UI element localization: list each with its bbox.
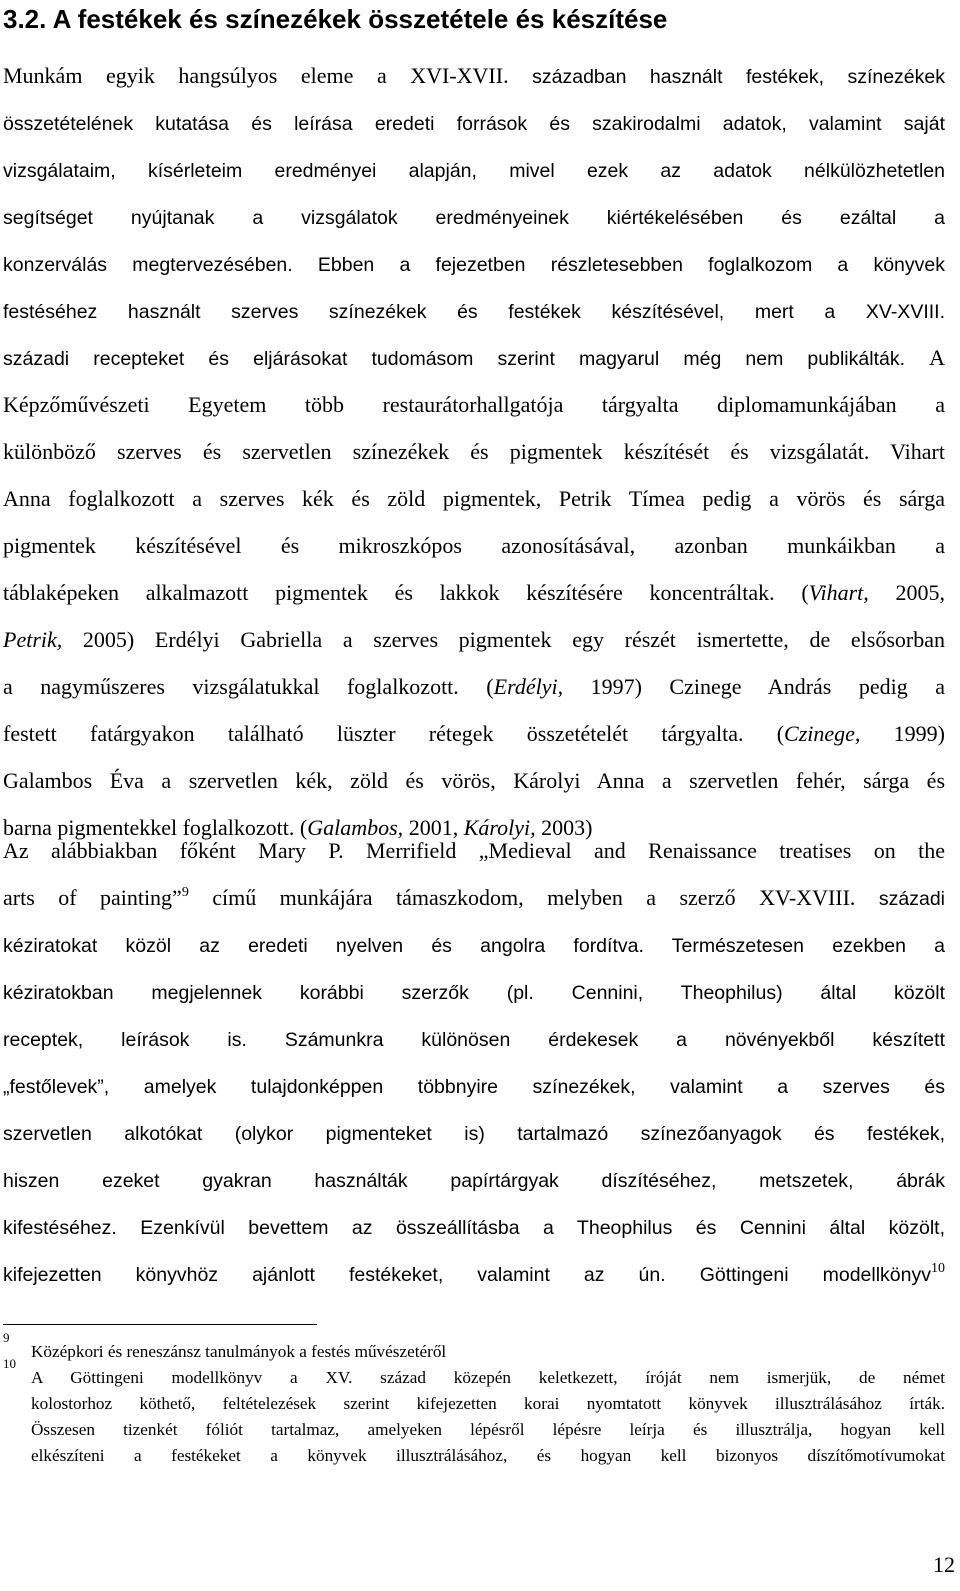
text-line xyxy=(3,623,945,670)
text-run: Petrik, xyxy=(3,627,63,652)
text-run: összetételének kutatása és leírása eredeti források és szakirodalmi adatok, valamint saját xyxy=(3,113,945,135)
text-run: vizsgálataim, kísérleteim eredményei alapján, mivel ezek az adatok nélkülözhetetlen xyxy=(3,160,945,182)
text-run: különböző szerves és szervetlen színezékek és pigmentek készítését és vizsgálatát. Vihart xyxy=(3,439,945,464)
text-line xyxy=(3,529,945,576)
text-line xyxy=(3,341,945,388)
text-line xyxy=(3,1210,945,1257)
text-run: Az alábbiakban főként Mary P. Merrifield „Medieval and Renaissance treatises on the xyxy=(3,838,945,863)
text-run: 2001, xyxy=(403,815,464,840)
text-run: Munkám egyik hangsúlyos eleme a XVI-XVII. xyxy=(3,63,533,88)
text-run: századi recepteket és eljárásokat tudomásom szerint magyarul még nem publikálták. xyxy=(3,348,930,370)
footnote-text: Összesen tizenkét fóliót tartalmaz, amelyeken lépésről lépésre leírja és illusztrálja, hogyan kell xyxy=(31,1420,945,1439)
text-run: 2003) xyxy=(535,815,593,840)
text-run: 2005, xyxy=(868,580,945,605)
footnote-text: kolostorhoz köthető, feltételezések szerint kifejezetten korai nyomtatott könyvek illusztrálásához írták. xyxy=(31,1394,945,1413)
footnote-text: elkészíteni a festékeket a könyvek illusztrálásához, és hogyan kell bizonyos díszítőmotívumokat xyxy=(31,1446,945,1465)
text-run: kéziratokban megjelennek korábbi szerzők (pl. Cennini, Theophilus) által közölt xyxy=(3,982,945,1004)
text-line xyxy=(3,106,945,153)
section-heading: 3.2. A festékek és színezékek összetétele és készítése xyxy=(3,4,668,34)
text-run: segítséget nyújtanak a vizsgálatok eredményeinek kiértékelésében és ezáltal a xyxy=(3,207,945,229)
text-run: Anna foglalkozott a szerves kék és zöld pigmentek, Petrik Tímea pedig a vörös és sárga xyxy=(3,486,945,511)
text-run: Vihart, xyxy=(808,580,869,605)
text-run: kifestéséhez. xyxy=(3,1217,141,1239)
text-line xyxy=(3,247,945,294)
text-run: című munkájára támaszkodom, melyben a szerző XV-XVIII. xyxy=(188,885,879,910)
text-line xyxy=(3,576,945,623)
text-run: konzerválás megtervezésében. xyxy=(3,254,318,276)
text-line xyxy=(3,435,945,482)
paragraph-sources xyxy=(3,834,945,1304)
text-run: receptek, leírások is. xyxy=(3,1029,285,1051)
text-run: Károlyi, xyxy=(463,815,536,840)
text-run: kéziratokat közöl az eredeti nyelven és angolra fordítva. xyxy=(3,935,672,957)
text-run: a nagyműszeres vizsgálatukkal foglalkozott. ( xyxy=(3,674,494,699)
text-run: Czinege, xyxy=(784,721,861,746)
text-run: festett fatárgyakon található lüszter rétegek összetételét tárgyalta. ( xyxy=(3,721,785,746)
text-run: szervetlen alkotókat (olykor pigmenteket is) tartalmazó színezőanyagok és festékek, xyxy=(3,1123,945,1145)
text-run: festéséhez használt szerves színezékek és festékek készítésével, mert a XV-XVIII. xyxy=(3,301,945,323)
footnote-number: 9 xyxy=(3,1330,10,1345)
text-line xyxy=(3,881,945,928)
text-run: 1997) Czinege András pedig a xyxy=(563,674,946,699)
text-line xyxy=(3,764,945,811)
text-run: pigmentek készítésével és mikroszkópos azonosításával, azonban munkáikban a xyxy=(3,533,945,558)
footnote-line xyxy=(3,1417,945,1443)
text-line xyxy=(3,717,945,764)
text-run: Képzőművészeti Egyetem több restaurátorhallgatója tárgyalta diplomamunkájában a xyxy=(3,392,945,417)
text-line xyxy=(3,928,945,975)
footnote-line xyxy=(3,1443,945,1469)
text-run: barna pigmentekkel foglalkozott. ( xyxy=(3,815,308,840)
text-line xyxy=(3,59,945,106)
footnote-number: 10 xyxy=(3,1356,16,1371)
text-line xyxy=(3,1022,945,1069)
text-line xyxy=(3,294,945,341)
footnote-text: Középkori és reneszánsz tanulmányok a festés művészetéről xyxy=(31,1342,447,1361)
footnote-reference: 9 xyxy=(181,885,189,900)
text-line xyxy=(3,388,945,435)
footnote-reference: 10 xyxy=(931,1261,945,1276)
text-run: hiszen ezeket gyakran használták papírtárgyak díszítéséhez, metszetek, ábrák xyxy=(3,1170,945,1192)
text-run: Göttingeni modellkönyv xyxy=(699,1264,931,1286)
text-run: táblaképeken alkalmazott pigmentek és lakkok készítésére koncentráltak. ( xyxy=(3,580,809,605)
footnote-line xyxy=(3,1356,945,1391)
footnote-line xyxy=(3,1391,945,1417)
text-line xyxy=(3,153,945,200)
text-run: Erdélyi, xyxy=(493,674,564,699)
text-line xyxy=(3,1257,945,1304)
text-run: kifejezetten könyvhöz ajánlott festékeket, valamint az ún. xyxy=(3,1264,700,1286)
footnotes xyxy=(3,1330,945,1469)
text-run: Ebben a fejezetben részletesebben foglalkozom a könyvek xyxy=(317,254,945,276)
text-run: Természetesen ezekben a xyxy=(671,935,945,957)
text-run: Számunkra különösen érdekesek a növényekből készített xyxy=(284,1029,945,1051)
text-run: „festőlevek”, amelyek tulajdonképpen többnyire színezékek, valamint a szerves és xyxy=(3,1076,945,1098)
text-run: 1999) xyxy=(860,721,945,746)
text-line xyxy=(3,670,945,717)
text-run: Galambos, xyxy=(307,815,404,840)
text-line xyxy=(3,200,945,247)
text-run: A xyxy=(929,345,945,370)
text-run: Ezenkívül bevettem az összeállításba a Theophilus és Cennini által közölt, xyxy=(140,1217,945,1239)
page-number: 12 xyxy=(933,1552,955,1577)
text-run: 2005) Erdélyi Gabriella a szerves pigmentek egy részét ismertette, de elsősorban xyxy=(62,627,945,652)
footnote-separator xyxy=(3,1324,317,1325)
text-run: Galambos Éva a szervetlen kék, zöld és vörös, Károlyi Anna a szervetlen fehér, sárga és xyxy=(3,768,945,793)
text-line xyxy=(3,834,945,881)
text-run: arts of painting” xyxy=(3,885,182,910)
text-line xyxy=(3,482,945,529)
footnote-text: A Göttingeni modellkönyv a XV. század közepén keletkezett, íróját nem ismerjük, de német xyxy=(31,1368,945,1387)
text-line xyxy=(3,1163,945,1210)
paragraph-intro xyxy=(3,59,945,858)
text-line xyxy=(3,1116,945,1163)
text-line xyxy=(3,1069,945,1116)
footnote-line xyxy=(3,1330,945,1365)
text-run: századi xyxy=(878,888,945,910)
text-line xyxy=(3,975,945,1022)
text-run: században használt festékek, színezékek xyxy=(532,66,945,88)
